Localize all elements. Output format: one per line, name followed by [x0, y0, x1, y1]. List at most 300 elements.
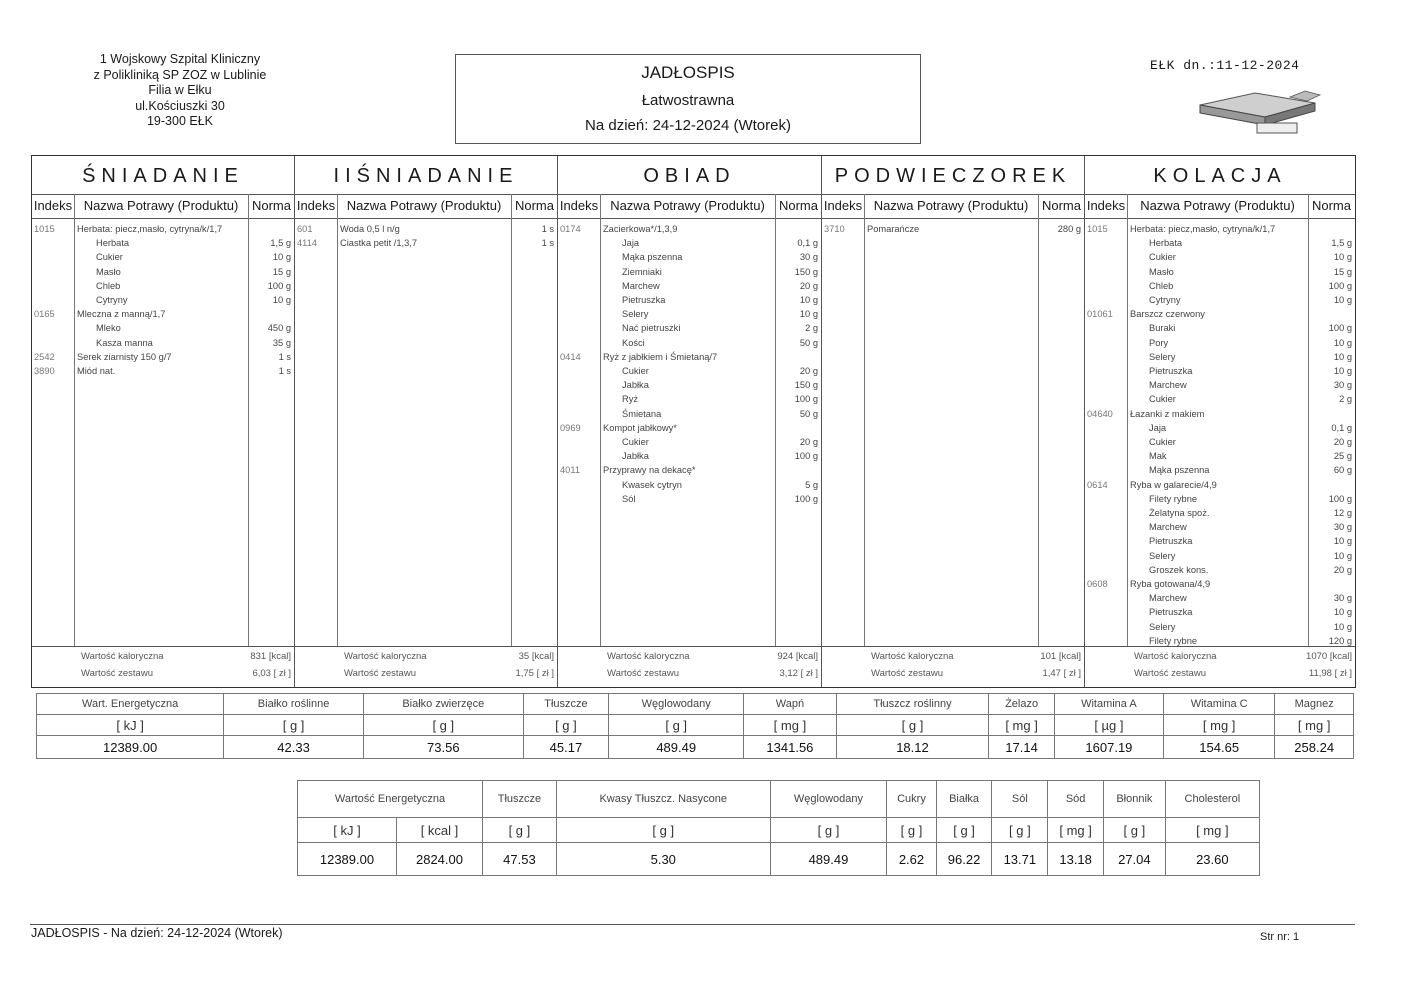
nutrition1-value: 42.33	[224, 736, 364, 759]
column-divider	[864, 194, 865, 647]
footer-title: JADŁOSPIS - Na dzień: 24-12-2024 (Wtorek)	[31, 926, 283, 940]
item-norm: 20 g	[1333, 564, 1352, 575]
nutrition-table-1	[36, 693, 1354, 759]
menu-item	[558, 351, 821, 365]
item-name: Jaja	[622, 238, 640, 249]
item-norm: 30 g	[1333, 522, 1352, 533]
menu-item	[1085, 578, 1355, 592]
menu-item	[1085, 351, 1355, 365]
item-name: Woda 0,5 l n/g	[340, 224, 400, 234]
nutrition2-header: Sód	[1048, 781, 1104, 818]
menu-item	[558, 223, 821, 237]
item-name: Żelatyna spoż.	[1149, 508, 1210, 518]
menu-item	[558, 422, 821, 436]
item-norm: 10 g	[1333, 351, 1352, 362]
nutrition2-value: 12389.00	[298, 843, 397, 876]
menu-item	[558, 237, 821, 251]
item-norm: 100 g	[267, 280, 291, 291]
item-name: Pietruszka	[1149, 366, 1193, 376]
item-norm: 2 g	[1339, 394, 1352, 405]
item-name: Kompot jabłkowy*	[603, 422, 677, 433]
menu-item	[558, 280, 821, 294]
item-name: Masło	[96, 266, 121, 277]
norm-header: Norma	[251, 198, 291, 213]
nutrition1-unit: [ g ]	[523, 715, 609, 736]
item-name: Łazanki z makiem	[1130, 408, 1205, 419]
nutrition2-value: 489.49	[770, 843, 887, 876]
menu-item	[558, 251, 821, 265]
nutrition1-unit: [ µg ]	[1054, 715, 1163, 736]
nutrition2-unit: [ kJ ]	[298, 818, 397, 843]
index-header: Indeks	[33, 198, 73, 213]
meal-column	[1085, 156, 1355, 687]
meal-title: PODWIECZOREK	[822, 156, 1084, 195]
item-name: Zacierkowa*/1,3,9	[603, 224, 678, 234]
item-norm: 100 g	[1328, 280, 1352, 291]
menu-item	[32, 365, 294, 379]
meal-column	[822, 156, 1085, 687]
nutrition1-unit: [ g ]	[609, 715, 744, 736]
item-name: Cytryny	[1149, 295, 1181, 305]
item-norm: 5 g	[805, 479, 818, 490]
item-name: Jabłka	[622, 451, 649, 462]
item-norm: 150 g	[794, 380, 818, 391]
meal-column	[558, 156, 822, 687]
item-name: Pietruszka	[1149, 607, 1193, 618]
menu-item	[295, 237, 557, 251]
item-name: Kości	[622, 337, 645, 348]
menu-table	[31, 155, 1356, 688]
nutrition2-value: 96.22	[936, 843, 992, 876]
name-header: Nazwa Potrawy (Produktu)	[346, 198, 502, 213]
meal-column-headers	[558, 194, 821, 219]
cost-label: Wartość zestawu	[81, 668, 153, 679]
item-norm: 35 g	[272, 337, 291, 348]
nutrition1-unit: [ mg ]	[989, 715, 1055, 736]
item-norm: 10 g	[1333, 337, 1352, 348]
calorie-row	[1085, 647, 1355, 665]
item-name: Ryż	[622, 394, 639, 405]
item-name: Cukier	[622, 366, 649, 376]
item-norm: 10 g	[1333, 366, 1352, 376]
item-norm: 0,1 g	[797, 238, 818, 249]
item-norm: 1 s	[541, 224, 554, 234]
nutrition2-unit: [ g ]	[556, 818, 770, 843]
item-name: Herbata	[96, 238, 130, 249]
item-name: Selery	[1149, 621, 1176, 632]
nutrition2-value: 13.71	[992, 843, 1048, 876]
menu-item	[558, 379, 821, 393]
nutrition1-header: Wapń	[744, 694, 836, 715]
name-header: Nazwa Potrawy (Produktu)	[610, 198, 765, 213]
menu-item	[1085, 251, 1355, 265]
menu-item	[1085, 408, 1355, 422]
item-norm: 50 g	[799, 408, 818, 419]
nutrition1-value: 73.56	[363, 736, 523, 759]
nutrition1-value: 489.49	[609, 736, 744, 759]
column-divider	[1038, 194, 1039, 647]
nutrition1-unit: [ kJ ]	[37, 715, 224, 736]
menu-item	[1085, 550, 1355, 564]
hospital-line: ul.Kościuszki 30	[135, 98, 225, 113]
nutrition1-header: Węglowodany	[609, 694, 744, 715]
nutrition2-header: Węglowodany	[770, 781, 887, 818]
name-header: Nazwa Potrawy (Produktu)	[1140, 198, 1295, 213]
nutrition2-value: 13.18	[1048, 843, 1104, 876]
nutrition2-unit: [ kcal ]	[396, 818, 482, 843]
item-norm: 10 g	[1333, 621, 1352, 632]
menu-item	[1085, 393, 1355, 407]
item-norm: 1,5 g	[1331, 238, 1352, 249]
item-norm: 10 g	[1333, 607, 1352, 618]
cost-value: 1,47 [ zł ]	[1042, 668, 1081, 679]
menu-item	[1085, 621, 1355, 635]
item-norm: 10 g	[799, 295, 818, 305]
item-name: Mąka pszenna	[1149, 465, 1210, 476]
menu-item	[1085, 507, 1355, 521]
item-name: Przyprawy na dekacę*	[603, 465, 696, 476]
nutrition1-value: 18.12	[836, 736, 989, 759]
cost-value: 6,03 [ zł ]	[252, 668, 291, 679]
item-name: Herbata: piecz,masło, cytryna/k/1,7	[77, 224, 223, 234]
cost-row	[32, 664, 294, 682]
menu-item	[1085, 337, 1355, 351]
index-header: Indeks	[1086, 198, 1126, 213]
item-norm: 10 g	[272, 252, 291, 263]
meal-column-headers	[1085, 194, 1355, 219]
meal-summary	[558, 646, 821, 687]
cost-label: Wartość zestawu	[344, 668, 416, 679]
nutrition2-value: 2.62	[887, 843, 936, 876]
menu-item	[558, 294, 821, 308]
calorie-label: Wartość kaloryczna	[607, 651, 690, 662]
nutrition1-value: 17.14	[989, 736, 1055, 759]
menu-item	[32, 251, 294, 265]
item-norm: 20 g	[799, 437, 818, 447]
cost-label: Wartość zestawu	[607, 668, 679, 679]
calorie-value: 924 [kcal]	[777, 651, 818, 662]
item-name: Kwasek cytryn	[622, 479, 682, 490]
calorie-value: 1070 [kcal]	[1306, 651, 1352, 662]
calorie-value: 35 [kcal]	[518, 651, 554, 662]
meal-title: ŚNIADANIE	[32, 156, 294, 195]
item-norm: 30 g	[1333, 380, 1352, 391]
nutrition1-value: 1607.19	[1054, 736, 1163, 759]
meal-column	[295, 156, 558, 687]
item-index: 4011	[560, 465, 580, 476]
item-name: Marchew	[1149, 380, 1187, 391]
item-index: 0614	[1087, 479, 1108, 490]
item-index: 0174	[560, 224, 581, 234]
nutrition2-header: Wartość Energetyczna	[298, 781, 483, 818]
item-norm: 15 g	[1333, 266, 1352, 277]
menu-item	[1085, 422, 1355, 436]
item-norm: 25 g	[1333, 451, 1352, 462]
item-name: Herbata: piecz,masło, cytryna/k/1,7	[1130, 224, 1276, 234]
meal-summary	[822, 646, 1084, 687]
menu-item	[558, 308, 821, 322]
item-name: Serek ziarnisty 150 g/7	[77, 351, 172, 362]
nutrition1-unit: [ g ]	[363, 715, 523, 736]
item-norm: 0,1 g	[1331, 422, 1352, 433]
nutrition2-unit: [ mg ]	[1165, 818, 1259, 843]
title-box	[455, 54, 921, 144]
calorie-label: Wartość kaloryczna	[871, 651, 954, 662]
nutrition1-header: Magnez	[1275, 694, 1354, 715]
issue-date: EŁK dn.:11-12-2024	[1150, 58, 1300, 73]
item-norm: 10 g	[1333, 295, 1352, 305]
item-name: Jaja	[1149, 422, 1167, 433]
menu-item	[1085, 535, 1355, 549]
menu-item	[1085, 464, 1355, 478]
item-index: 0165	[34, 309, 55, 320]
nutrition1-unit: [ mg ]	[1275, 715, 1354, 736]
item-name: Marchew	[1149, 593, 1187, 604]
item-norm: 10 g	[1333, 252, 1352, 263]
menu-item	[1085, 521, 1355, 535]
nutrition2-value: 47.53	[483, 843, 557, 876]
norm-header: Norma	[1311, 198, 1351, 213]
menu-item	[558, 436, 821, 450]
item-norm: 10 g	[272, 295, 291, 305]
diet-name: Łatwostrawna	[641, 92, 735, 109]
item-name: Ciastka petit /1,3,7	[340, 238, 417, 249]
nutrition2-unit: [ g ]	[483, 818, 557, 843]
item-index: 01061	[1087, 309, 1113, 320]
cost-row	[1085, 664, 1355, 682]
nutrition2-unit: [ g ]	[887, 818, 936, 843]
item-norm: 100 g	[1328, 493, 1352, 504]
cost-row	[295, 664, 557, 682]
meal-column-headers	[295, 194, 557, 219]
menu-item	[1085, 237, 1355, 251]
menu-item	[558, 479, 821, 493]
item-norm: 2 g	[805, 323, 818, 334]
item-name: Groszek kons.	[1149, 564, 1209, 575]
item-name: Cukier	[1149, 437, 1176, 447]
item-norm: 10 g	[799, 309, 818, 320]
menu-item	[32, 308, 294, 322]
item-name: Kasza manna	[96, 337, 153, 348]
item-name: Sól	[622, 493, 636, 504]
item-name: Chleb	[1149, 280, 1174, 291]
page-number: Str nr: 1	[1260, 931, 1300, 943]
meal-title: KOLACJA	[1085, 156, 1355, 195]
menu-date: Na dzień: 24-12-2024 (Wtorek)	[585, 117, 791, 134]
nutrition1-value: 258.24	[1275, 736, 1354, 759]
calorie-row	[822, 647, 1084, 665]
item-name: Mleczna z manną/1,7	[77, 309, 166, 320]
item-name: Selery	[1149, 351, 1176, 362]
item-norm: 60 g	[1333, 465, 1352, 476]
calorie-label: Wartość kaloryczna	[81, 651, 164, 662]
item-name: Buraki	[1149, 323, 1176, 334]
item-norm: 100 g	[1328, 323, 1352, 334]
item-name: Pietruszka	[622, 295, 666, 305]
nutrition1-value: 12389.00	[37, 736, 224, 759]
nutrition1-header: Witamina A	[1054, 694, 1163, 715]
item-norm: 1 s	[541, 238, 554, 249]
index-header: Indeks	[296, 198, 336, 213]
nutrition2-header: Cholesterol	[1165, 781, 1259, 818]
hospital-line: 19-300 EŁK	[146, 114, 214, 128]
menu-item	[822, 223, 1084, 237]
hospital-line: 1 Wojskowy Szpital Kliniczny	[99, 52, 261, 66]
meal-summary	[295, 646, 557, 687]
menu-item	[1085, 479, 1355, 493]
item-name: Chleb	[96, 280, 121, 291]
calorie-row	[295, 647, 557, 665]
calorie-label: Wartość kaloryczna	[1134, 651, 1217, 662]
nutrition2-value: 23.60	[1165, 843, 1259, 876]
norm-header: Norma	[514, 198, 554, 213]
item-norm: 100 g	[794, 451, 818, 462]
nutrition2-unit: [ mg ]	[1048, 818, 1104, 843]
menu-item	[1085, 450, 1355, 464]
item-name: Herbata	[1149, 238, 1183, 249]
cost-row	[822, 664, 1084, 682]
item-name: Pietruszka	[1149, 536, 1193, 547]
name-header: Nazwa Potrawy (Produktu)	[83, 198, 239, 213]
meal-title: OBIAD	[558, 156, 821, 195]
item-norm: 1,5 g	[270, 238, 291, 249]
item-name: Selery	[1149, 550, 1176, 561]
nutrition1-unit: [ mg ]	[1163, 715, 1274, 736]
nutrition2-value: 2824.00	[396, 843, 482, 876]
cost-value: 11,98 [ zł ]	[1308, 668, 1352, 679]
item-index: 1015	[34, 224, 55, 234]
nutrition1-header: Białko zwierzęce	[363, 694, 523, 715]
item-norm: 15 g	[272, 266, 291, 277]
item-norm: 150 g	[794, 266, 818, 277]
menu-item	[32, 322, 294, 336]
item-name: Mąka pszenna	[622, 252, 683, 263]
hospital-line: Filia w Ełku	[148, 83, 212, 97]
nutrition1-value: 154.65	[1163, 736, 1274, 759]
item-norm: 450 g	[267, 323, 291, 334]
item-name: Mleko	[96, 323, 121, 334]
menu-item	[1085, 322, 1355, 336]
norm-header: Norma	[1041, 198, 1081, 213]
nutrition2-value: 27.04	[1104, 843, 1166, 876]
calorie-row	[558, 647, 821, 665]
nutrition2-unit: [ g ]	[936, 818, 992, 843]
item-name: Cukier	[1149, 394, 1176, 405]
item-norm: 20 g	[799, 280, 818, 291]
menu-item	[32, 237, 294, 251]
menu-item	[1085, 280, 1355, 294]
item-name: Miód nat.	[77, 366, 116, 376]
item-name: Ryż z jabłkiem i Śmietaną/7	[603, 351, 718, 362]
item-name: Marchew	[622, 280, 660, 291]
item-norm: 30 g	[1333, 593, 1352, 604]
menu-item	[558, 322, 821, 336]
item-norm: 10 g	[1333, 550, 1352, 561]
item-norm: 20 g	[799, 366, 818, 376]
menu-item	[558, 365, 821, 379]
item-name: Pomarańcze	[867, 224, 920, 234]
menu-item	[32, 266, 294, 280]
menu-item	[32, 294, 294, 308]
menu-item	[558, 266, 821, 280]
nutrition1-header: Białko roślinne	[224, 694, 364, 715]
menu-item	[1085, 266, 1355, 280]
item-norm: 12 g	[1333, 508, 1352, 518]
calorie-value: 831 [kcal]	[250, 651, 291, 662]
menu-item	[1085, 436, 1355, 450]
item-index: 3890	[34, 366, 55, 376]
item-name: Filety rybne	[1149, 493, 1198, 504]
meal-summary	[32, 646, 294, 687]
index-header: Indeks	[823, 198, 863, 213]
item-norm: 100 g	[794, 493, 818, 504]
item-index: 04640	[1087, 408, 1113, 419]
nutrition1-unit: [ g ]	[836, 715, 989, 736]
nutrition1-header: Tłuszcz roślinny	[836, 694, 989, 715]
item-name: Nać pietruszki	[622, 323, 681, 334]
item-norm: 50 g	[799, 337, 818, 348]
cost-label: Wartość zestawu	[871, 668, 943, 679]
item-index: 4114	[297, 238, 317, 249]
nutrition-table-2	[297, 780, 1260, 876]
item-index: 3710	[824, 224, 845, 234]
item-name: Masło	[1149, 266, 1174, 277]
nutrition2-value: 5.30	[556, 843, 770, 876]
menu-item	[1085, 308, 1355, 322]
printer-logo-icon	[1195, 85, 1335, 135]
menu-item	[558, 450, 821, 464]
norm-header: Norma	[778, 198, 818, 213]
column-divider	[511, 194, 512, 647]
item-norm: 10 g	[1333, 536, 1352, 547]
meal-title: IIŚNIADANIE	[295, 156, 557, 195]
cost-value: 1,75 [ zł ]	[515, 668, 554, 679]
item-norm: 120 g	[1328, 635, 1352, 646]
item-name: Selery	[622, 309, 649, 320]
calorie-label: Wartość kaloryczna	[344, 651, 427, 662]
nutrition2-header: Białka	[936, 781, 992, 818]
item-index: 1015	[1087, 224, 1108, 234]
menu-item	[1085, 564, 1355, 578]
item-name: Cukier	[622, 437, 649, 447]
item-index: 601	[297, 224, 313, 234]
menu-item	[1085, 223, 1355, 237]
cost-value: 3,12 [ zł ]	[779, 668, 818, 679]
nutrition1-header: Wart. Energetyczna	[37, 694, 224, 715]
item-norm: 280 g	[1057, 224, 1081, 234]
menu-item	[295, 223, 557, 237]
menu-item	[1085, 365, 1355, 379]
item-name: Filety rybne	[1149, 635, 1198, 646]
item-norm: 20 g	[1333, 437, 1352, 447]
item-norm: 1 s	[278, 351, 291, 362]
nutrition1-header: Tłuszcze	[523, 694, 609, 715]
meal-column-headers	[32, 194, 294, 219]
item-index: 0608	[1087, 579, 1108, 589]
item-index: 0969	[560, 422, 581, 433]
menu-item	[558, 393, 821, 407]
item-norm: 1 s	[278, 366, 291, 376]
nutrition1-value: 1341.56	[744, 736, 836, 759]
menu-item	[558, 493, 821, 507]
menu-item	[558, 464, 821, 478]
menu-item	[32, 280, 294, 294]
nutrition2-header: Sól	[992, 781, 1048, 818]
menu-item	[558, 337, 821, 351]
meal-column	[32, 156, 295, 687]
menu-item	[1085, 294, 1355, 308]
item-name: Mak	[1149, 451, 1167, 462]
